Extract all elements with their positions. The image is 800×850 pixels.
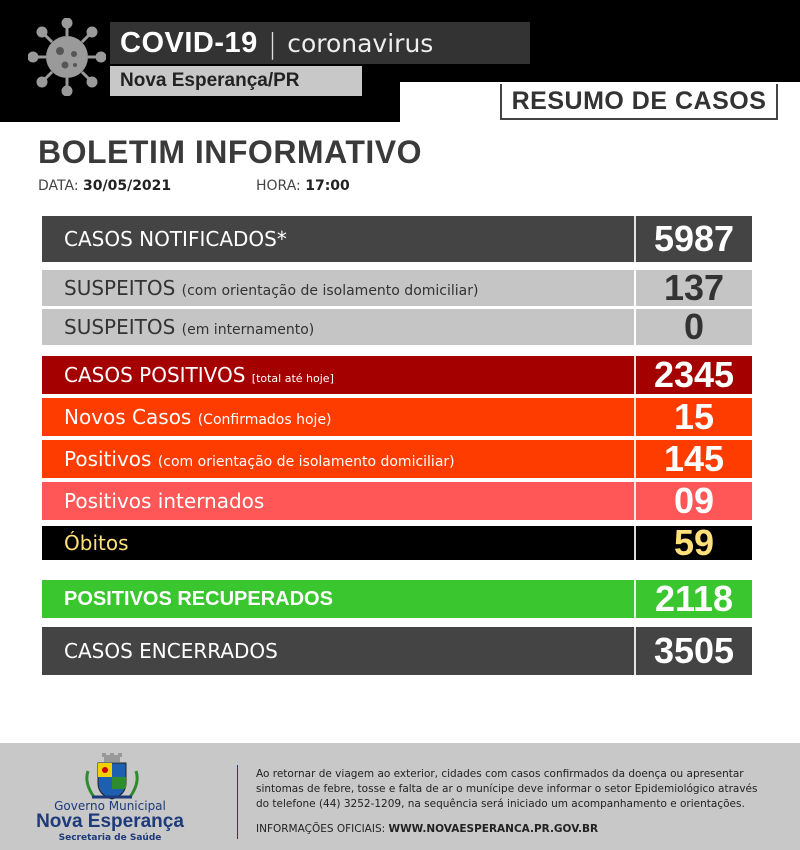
row-value: 2345 [634, 356, 752, 394]
row-value: 2118 [634, 580, 752, 618]
row-encerrados [42, 627, 752, 675]
label-main: CASOS POSITIVOS [64, 363, 246, 387]
row-label [42, 588, 634, 611]
label-main: Positivos [64, 447, 152, 471]
footer-notice [256, 767, 786, 812]
row-label [42, 639, 634, 663]
notice-line-1: Ao retornar de viagem ao exterior, cidades com casos confirmados da doença ou apresentar [256, 768, 744, 780]
row-label [42, 315, 634, 339]
footer [0, 743, 800, 850]
row-value: 145 [634, 440, 752, 478]
info-label: INFORMAÇÕES OFICIAIS: [256, 823, 386, 835]
row-label [42, 489, 634, 513]
date-value: 30/05/2021 [83, 178, 172, 194]
row-value: 09 [634, 482, 752, 520]
resumo-title: RESUMO DE CASOS [500, 84, 778, 120]
info-url[interactable]: WWW.NOVAESPERANCA.PR.GOV.BR [388, 823, 599, 835]
label-main: SUSPEITOS [64, 315, 176, 339]
time-label: HORA: [256, 178, 301, 194]
row-label [42, 363, 634, 387]
row-label [42, 276, 634, 300]
row-positivos-internados [42, 482, 752, 520]
row-positivos [42, 356, 752, 394]
coronavirus-icon [28, 18, 106, 96]
row-suspeitos-internamento [42, 306, 752, 347]
label-main: CASOS ENCERRADOS [64, 639, 278, 663]
dateline [38, 178, 350, 194]
row-notificados [42, 216, 752, 262]
label-detail: (Confirmados hoje) [197, 412, 332, 428]
title-main: COVID-19 [120, 26, 258, 59]
row-positivos-isolamento [42, 440, 752, 478]
city-label: Nova Esperança/PR [110, 66, 362, 96]
date-group [38, 178, 256, 194]
label-detail: (com orientação de isolamento domiciliar) [157, 454, 455, 470]
label-main: Novos Casos [64, 405, 192, 429]
date-label: DATA: [38, 178, 79, 194]
label-detail: [total até hoje] [251, 372, 334, 385]
row-label [42, 531, 634, 555]
gov-city: Nova Esperança [36, 811, 184, 832]
municipal-crest-icon [80, 753, 144, 803]
notice-line-3: do telefone (44) 3252-1209, na sequência será iniciado um acompanhamento e orientações. [256, 798, 745, 810]
time-value: 17:00 [305, 178, 350, 194]
row-value: 137 [634, 270, 752, 306]
label-main: Positivos internados [64, 489, 265, 513]
footer-info [256, 823, 598, 835]
gov-label: Governo Municipal [54, 799, 166, 813]
label-main: SUSPEITOS [64, 276, 176, 300]
row-value: 0 [634, 309, 752, 345]
label-detail: (com orientação de isolamento domiciliar) [181, 283, 479, 299]
notice-line-2: sintomas de febre, tosse e falta de ar o munícipe deve informar o setor Epidemiológico através [256, 783, 758, 795]
row-value: 5987 [634, 216, 752, 262]
bulletin-title: BOLETIM INFORMATIVO [38, 134, 422, 170]
row-value: 3505 [634, 627, 752, 675]
time-group [256, 178, 350, 194]
gov-secretaria: Secretaria de Saúde [58, 833, 162, 843]
row-recuperados [42, 580, 752, 618]
title-bar [110, 22, 530, 64]
row-label [42, 447, 634, 471]
row-label [42, 227, 634, 251]
row-obitos [42, 522, 752, 563]
title-sub: coronavirus [287, 28, 434, 58]
label-detail: (em internamento) [181, 322, 315, 338]
footer-divider [237, 765, 238, 839]
row-value: 15 [634, 398, 752, 436]
row-label [42, 405, 634, 429]
title-separator: | [267, 26, 278, 60]
label-main: Óbitos [64, 531, 129, 555]
row-value: 59 [634, 526, 752, 560]
row-novos-casos [42, 398, 752, 436]
label-main: CASOS NOTIFICADOS* [64, 227, 287, 251]
label-main: POSITIVOS RECUPERADOS [64, 587, 333, 610]
row-suspeitos-isolamento [42, 267, 752, 308]
